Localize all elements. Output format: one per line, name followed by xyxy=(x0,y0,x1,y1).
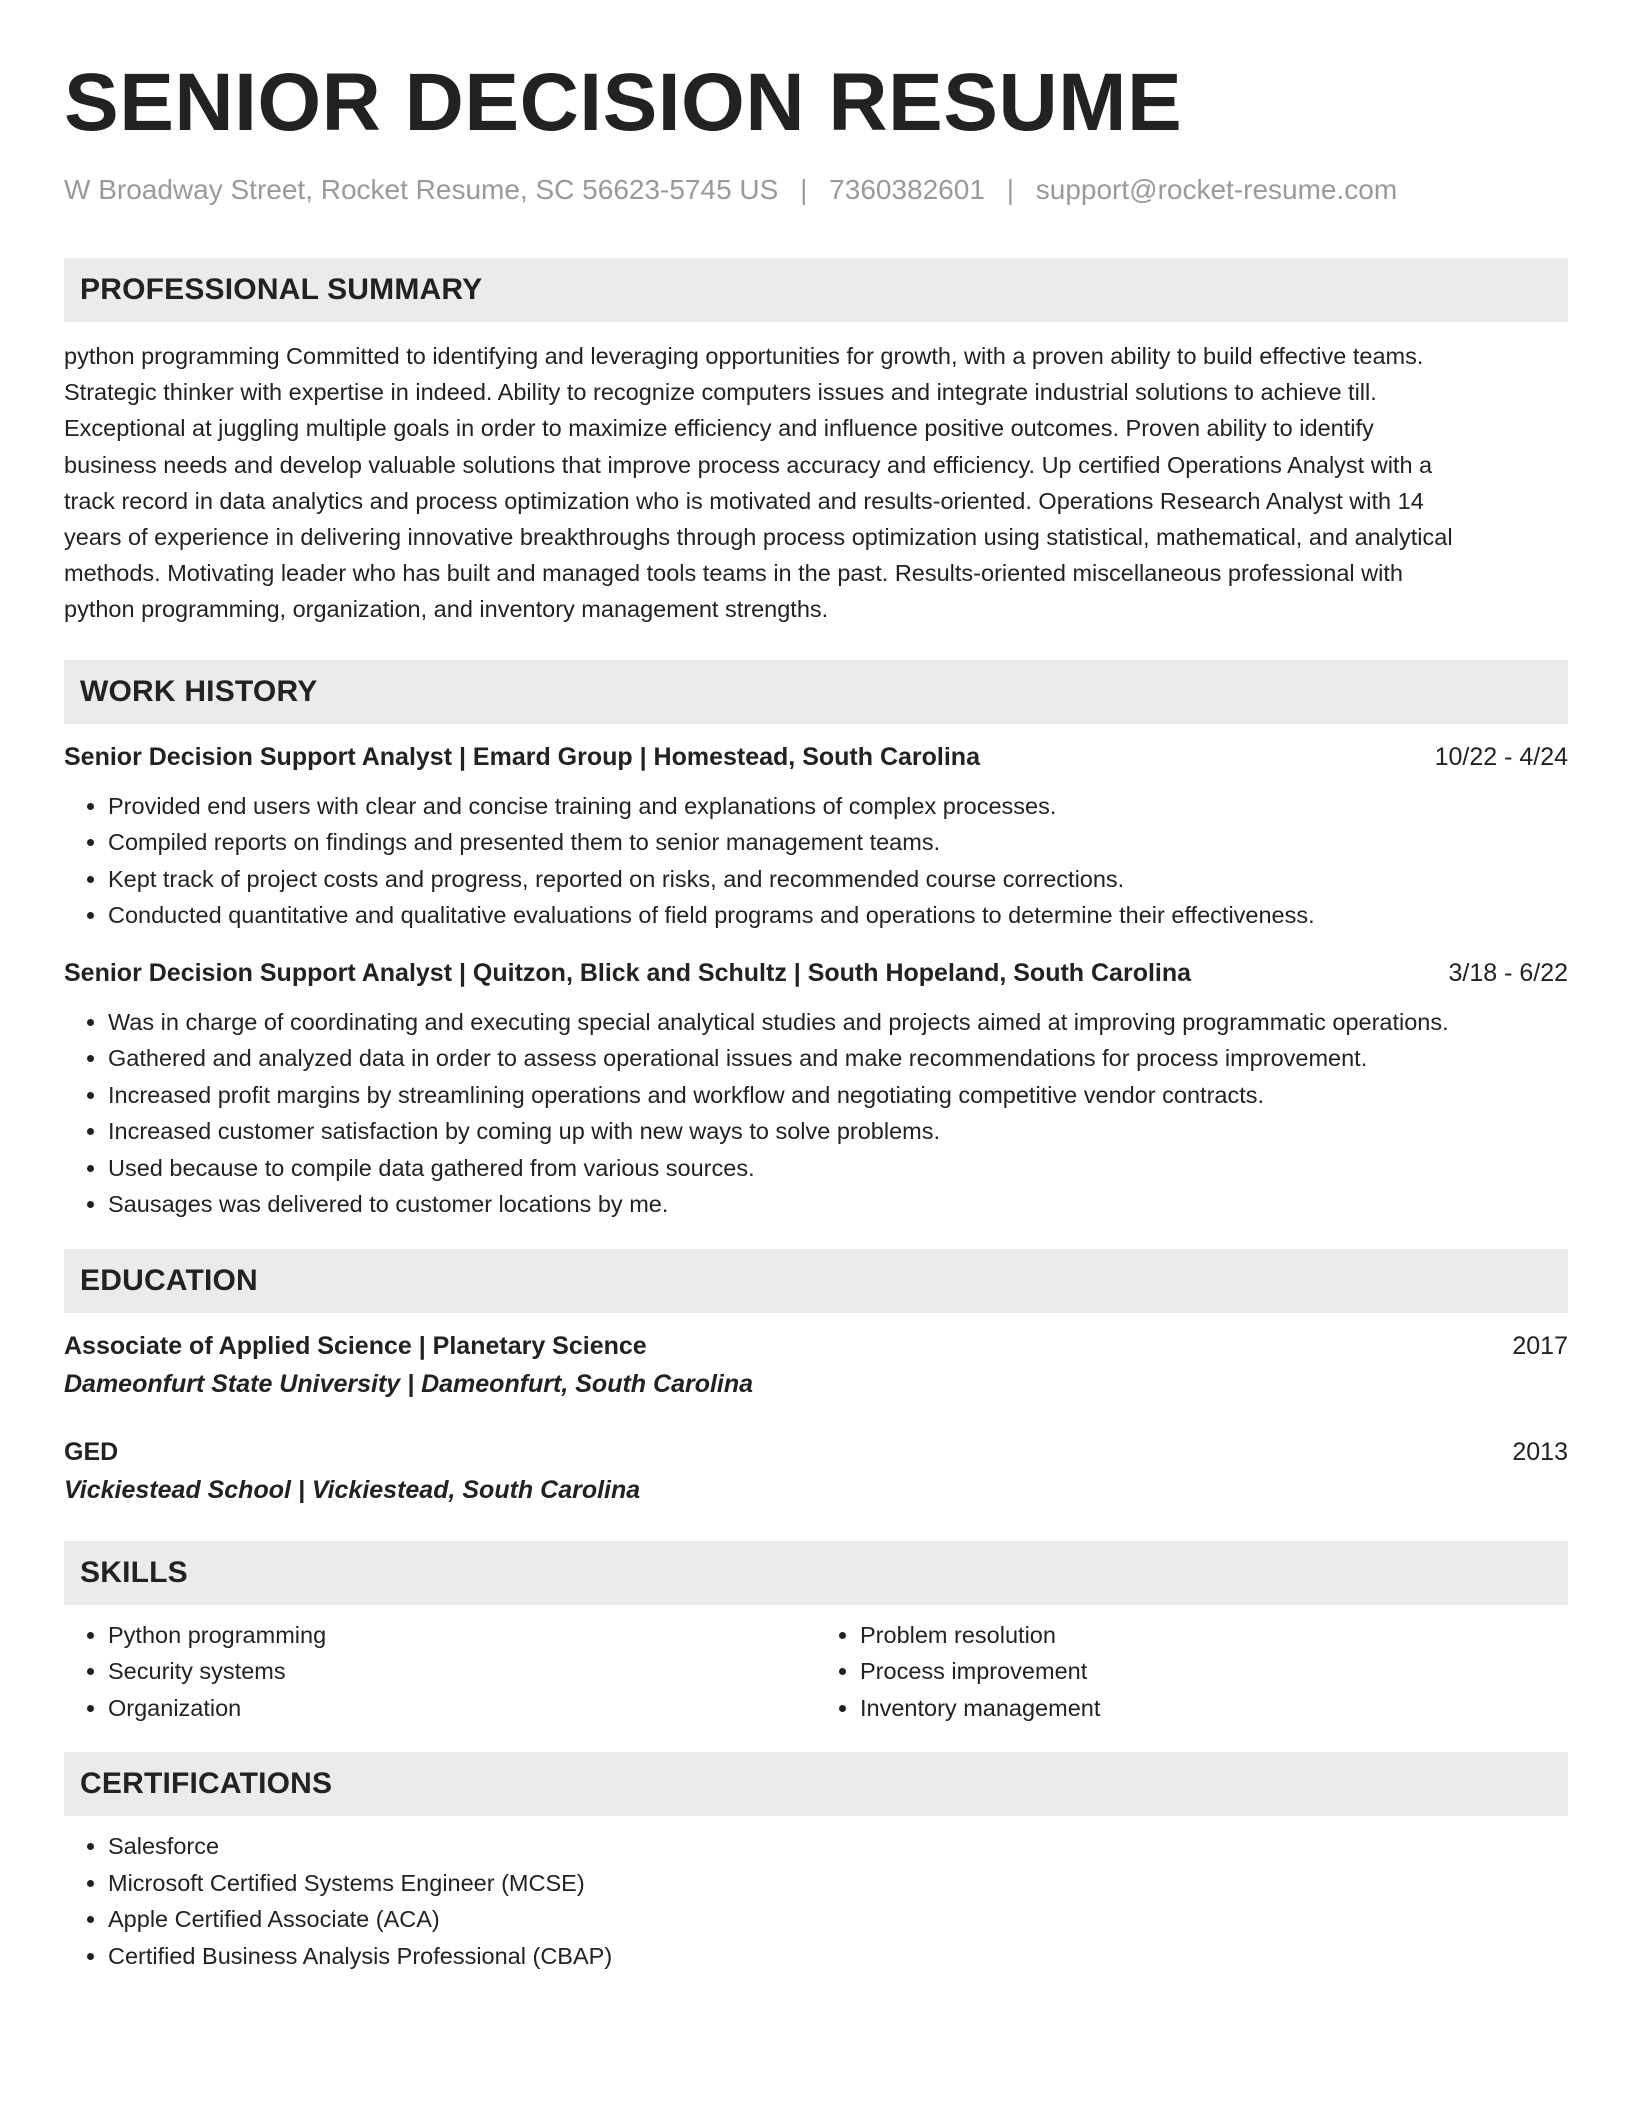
education-header xyxy=(64,1329,1568,1363)
job-bullet: • Compiled reports on findings and presented them to senior management teams. xyxy=(108,824,1568,861)
work-heading: WORK HISTORY xyxy=(64,660,1568,724)
summary-line: track record in data analytics and process optimization who is motivated and results-oriented. Operations Research Analyst with 14 xyxy=(64,487,1424,514)
contact-separator: | xyxy=(800,174,808,205)
job-bullet: • Gathered and analyzed data in order to assess operational issues and make recommendations for process improvement. xyxy=(108,1040,1568,1077)
skills-heading: SKILLS xyxy=(64,1541,1568,1605)
resume-name: SENIOR DECISION RESUME xyxy=(64,57,1183,148)
contact-email: support@rocket-resume.com xyxy=(1035,174,1398,205)
certification-item: • Apple Certified Associate (ACA) xyxy=(108,1901,1568,1938)
certification-item: • Microsoft Certified Systems Engineer (MCSE) xyxy=(108,1865,1568,1902)
certification-item: • Salesforce xyxy=(108,1828,1568,1865)
job-date: 10/22 - 4/24 xyxy=(1434,742,1568,771)
summary-heading: PROFESSIONAL SUMMARY xyxy=(64,258,1568,322)
contact-phone: 7360382601 xyxy=(829,174,985,205)
education-degree: GED xyxy=(64,1437,119,1466)
education-date: 2017 xyxy=(1512,1331,1568,1360)
job-bullets xyxy=(64,1004,1568,1223)
job-bullet: • Sausages was delivered to customer locations by me. xyxy=(108,1186,1568,1223)
education-heading: EDUCATION xyxy=(64,1249,1568,1313)
skill-item: • Process improvement xyxy=(860,1653,1568,1690)
job-header xyxy=(64,740,1568,774)
certifications-heading: CERTIFICATIONS xyxy=(64,1752,1568,1816)
summary-line: methods. Motivating leader who has built and managed tools teams in the past. Results-oriented miscellaneous professional with xyxy=(64,560,1403,587)
skill-item: • Organization xyxy=(108,1690,816,1727)
contact-address: W Broadway Street, Rocket Resume, SC 56623-5745 US xyxy=(64,174,779,205)
work-section xyxy=(64,660,1568,1223)
skill-item: • Security systems xyxy=(108,1653,816,1690)
summary-text xyxy=(64,338,1568,628)
education-entry xyxy=(64,1329,1568,1401)
skills-section xyxy=(64,1541,1568,1727)
job-bullet: • Kept track of project costs and progress, reported on risks, and recommended course corrections. xyxy=(108,861,1568,898)
certification-item: • Certified Business Analysis Professional (CBAP) xyxy=(108,1938,1568,1975)
job-bullet: • Provided end users with clear and concise training and explanations of complex processes. xyxy=(108,788,1568,825)
skill-item: • Problem resolution xyxy=(860,1617,1568,1654)
skill-item: • Inventory management xyxy=(860,1690,1568,1727)
skills-left-list xyxy=(64,1617,816,1727)
summary-line: Strategic thinker with expertise in indeed. Ability to recognize computers issues and integrate industrial solutions to achieve till. xyxy=(64,379,1377,406)
education-date: 2013 xyxy=(1512,1437,1568,1466)
education-school: Vickiestead School | Vickiestead, South Carolina xyxy=(64,1475,641,1504)
job-bullet: • Increased customer satisfaction by coming up with new ways to solve problems. xyxy=(108,1113,1568,1150)
education-section xyxy=(64,1249,1568,1507)
summary-line: business needs and develop valuable solutions that improve process accuracy and efficiency. Up certified Operations Analyst with a xyxy=(64,451,1433,478)
job-bullet: • Was in charge of coordinating and executing special analytical studies and projects aimed at improving programmatic operations. xyxy=(108,1004,1568,1041)
education-entry xyxy=(64,1435,1568,1507)
job-bullets xyxy=(64,788,1568,934)
education-header xyxy=(64,1435,1568,1469)
summary-section xyxy=(64,258,1568,628)
certifications-list xyxy=(64,1828,1568,1974)
job-entry xyxy=(64,740,1568,934)
summary-line: python programming, organization, and inventory management strengths. xyxy=(64,596,829,623)
contact-separator: | xyxy=(1006,174,1014,205)
contact-line xyxy=(64,174,1568,206)
skills-right-list xyxy=(816,1617,1568,1727)
skill-item: • Python programming xyxy=(108,1617,816,1654)
certifications-section xyxy=(64,1752,1568,1974)
job-header xyxy=(64,956,1568,990)
job-entry xyxy=(64,956,1568,1223)
job-date: 3/18 - 6/22 xyxy=(1448,958,1568,987)
job-bullet: • Used because to compile data gathered from various sources. xyxy=(108,1150,1568,1187)
education-degree: Associate of Applied Science | Planetary Science xyxy=(64,1331,647,1360)
job-title: Senior Decision Support Analyst | Quitzon, Blick and Schultz | South Hopeland, South Carolina xyxy=(64,958,1192,987)
summary-line: Exceptional at juggling multiple goals in order to maximize efficiency and influence positive outcomes. Proven ability to identify xyxy=(64,415,1374,442)
skills-columns xyxy=(64,1605,1568,1727)
job-bullet: • Increased profit margins by streamlining operations and workflow and negotiating competitive vendor contracts. xyxy=(108,1077,1568,1114)
education-school: Dameonfurt State University | Dameonfurt, South Carolina xyxy=(64,1369,754,1398)
summary-line: years of experience in delivering innovative breakthroughs through process optimization using statistical, mathematical, and analytical xyxy=(64,524,1453,551)
job-bullet: • Conducted quantitative and qualitative evaluations of field programs and operations to determine their effectiveness. xyxy=(108,897,1568,934)
summary-line: python programming Committed to identifying and leveraging opportunities for growth, with a proven ability to build effective teams. xyxy=(64,343,1424,369)
job-title: Senior Decision Support Analyst | Emard Group | Homestead, South Carolina xyxy=(64,742,980,771)
